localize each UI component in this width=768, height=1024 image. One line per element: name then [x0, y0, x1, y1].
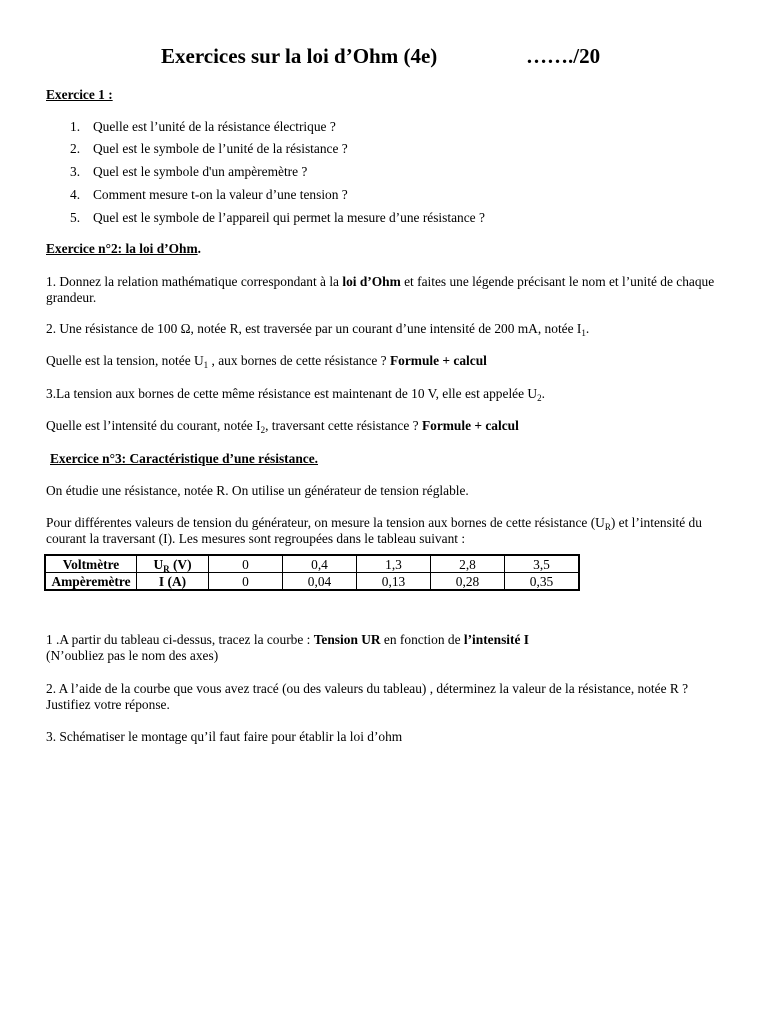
table-row: [45, 573, 579, 591]
text-span: et faites une légende précisant le nom et l’unité de chaque grandeur.: [46, 274, 715, 305]
bold-span: Formule + calcul: [389, 353, 487, 368]
measurements-table: [44, 554, 580, 591]
subscript: 2: [260, 425, 266, 435]
table-cell: 3,5: [505, 555, 580, 573]
text-span: 1 .A partir du tableau ci-dessus, tracez la courbe :: [46, 632, 314, 647]
ex3-paragraph-2: [46, 515, 726, 547]
question-number: 4.: [70, 187, 81, 202]
text-span: 1. Donnez la relation mathématique correspondant à la: [46, 274, 343, 289]
ex1-heading: Exercice 1 :: [46, 87, 113, 102]
ex1-question: [70, 210, 485, 226]
question-note: (N’oubliez pas le nom des axes): [46, 648, 219, 663]
text-span: en fonction de: [380, 632, 464, 647]
ex3-paragraph-1: On étudie une résistance, notée R. On utilise un générateur de tension réglable.: [46, 483, 469, 498]
text-span: U: [153, 556, 164, 572]
ex1-question: [70, 119, 336, 135]
question-number: 1.: [70, 119, 81, 134]
text-span: .: [585, 321, 590, 336]
ex2-paragraph-3: [46, 353, 726, 369]
text-span: ) et l’intensité du courant la traversant (I). Les mesures sont regroupées dans le tableau suivant :: [46, 515, 702, 546]
title-score: ……./20: [526, 44, 601, 68]
table-cell: 0,35: [505, 573, 580, 591]
table-cell: 0,4: [283, 555, 357, 573]
subscript: 1: [581, 328, 586, 338]
ex2-heading-dot: .: [197, 241, 202, 256]
ex2-paragraph-1: [46, 274, 726, 306]
text-span: , aux bornes de cette résistance ?: [208, 353, 390, 368]
bold-span: Formule + calcul: [421, 418, 519, 433]
question-line: [46, 632, 726, 648]
bold-span: Tension UR: [313, 632, 381, 647]
table-row: [45, 555, 579, 573]
bold-span: l’intensité I: [463, 632, 529, 647]
table-cell: 0,13: [357, 573, 431, 591]
ex2-paragraph-4: [46, 386, 726, 402]
table-cell: 0,28: [431, 573, 505, 591]
subscript: 1: [203, 360, 209, 370]
table-cell: 0: [209, 555, 283, 573]
question-text: Quel est le symbole de l’unité de la résistance ?: [93, 141, 348, 156]
table-cell: 2,8: [431, 555, 505, 573]
question-number: 2.: [70, 141, 81, 156]
bold-span: loi d’Ohm: [342, 274, 401, 289]
row-unit: [137, 555, 209, 573]
ex3-question-3: 3. Schématiser le montage qu’il faut faire pour établir la loi d’ohm: [46, 729, 403, 744]
text-span: .: [541, 386, 545, 401]
subscript: R: [163, 563, 170, 574]
text-span: Quelle est l’intensité du courant, notée I: [46, 418, 261, 433]
row-unit: I (A): [137, 573, 209, 591]
question-text: Quelle est l’unité de la résistance électrique ?: [93, 119, 336, 134]
row-label: Voltmètre: [45, 555, 137, 573]
text-span: 2. Une résistance de 100 Ω, notée R, est traversée par un courant d’une intensité de 200 mA, notée I: [46, 321, 582, 336]
text-span: 3.La tension aux bornes de cette même résistance est maintenant de 10 V, elle est appelée U: [46, 386, 538, 401]
table-cell: 0,04: [283, 573, 357, 591]
subscript: 2: [537, 393, 542, 403]
ex2-heading-line: [46, 241, 726, 257]
ex2-paragraph-5: [46, 418, 726, 434]
text-span: Quelle est la tension, notée U: [46, 353, 204, 368]
ex2-heading: Exercice n°2: la loi d’Ohm: [46, 241, 198, 256]
question-text: Quel est le symbole de l’appareil qui permet la mesure d’une résistance ?: [93, 210, 485, 225]
ex2-paragraph-2: [46, 321, 726, 337]
question-text: Comment mesure t-on la valeur d’une tension ?: [93, 187, 348, 202]
question-number: 3.: [70, 164, 81, 179]
text-span: (V): [169, 556, 192, 572]
ex1-question: [70, 164, 307, 180]
ex3-question-1: [46, 632, 726, 664]
ex1-question: [70, 187, 348, 203]
text-span: , traversant cette résistance ?: [265, 418, 422, 433]
table-cell: 0: [209, 573, 283, 591]
ex3-heading: Exercice n°3: Caractéristique d’une résistance.: [50, 451, 319, 466]
title-main: Exercices sur la loi d’Ohm (4e): [161, 44, 438, 68]
subscript: R: [604, 522, 611, 532]
row-label: Ampèremètre: [45, 573, 137, 591]
question-text: Quel est le symbole d'un ampèremètre ?: [93, 164, 308, 179]
ex1-question: [70, 141, 348, 157]
table-cell: 1,3: [357, 555, 431, 573]
text-span: Pour différentes valeurs de tension du générateur, on mesure la tension aux bornes de cette résistance (U: [46, 515, 605, 530]
question-number: 5.: [70, 210, 81, 225]
ex3-question-2: 2. A l’aide de la courbe que vous avez tracé (ou des valeurs du tableau) , déterminez la valeur de la résistance, notée R ? Justifiez votre réponse.: [46, 681, 689, 712]
